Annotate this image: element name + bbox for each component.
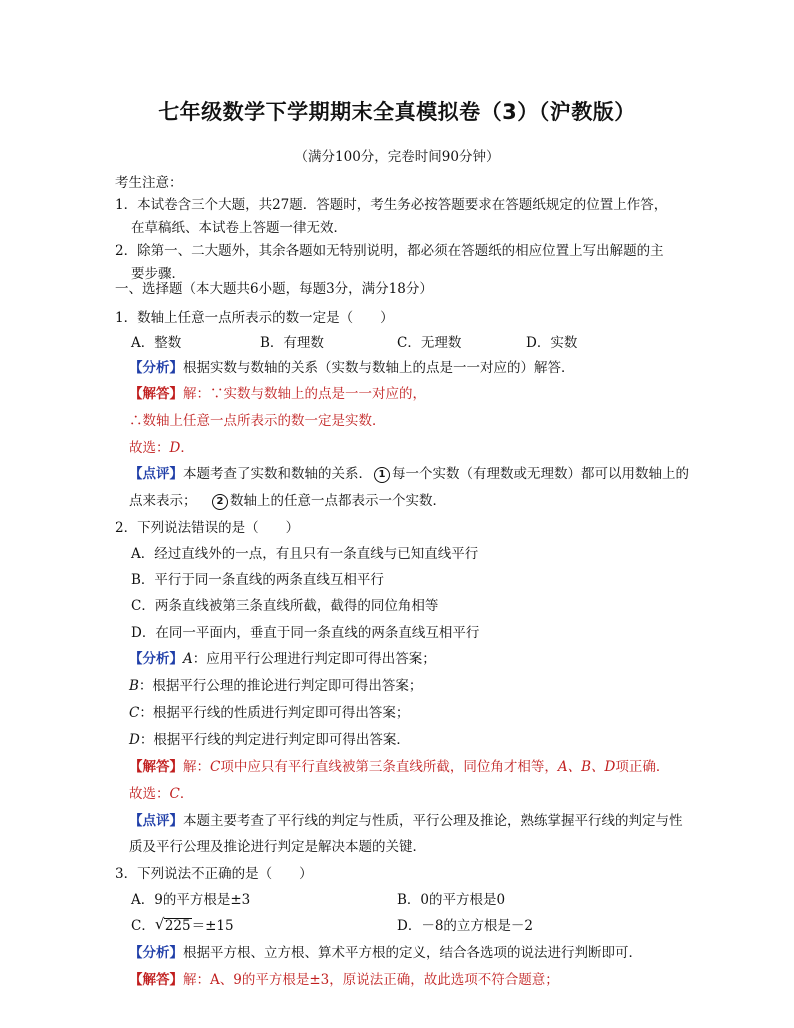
q1-comment-text-1: 本题考查了实数和数轴的关系． <box>183 466 372 482</box>
q3-stem: 3．下列说法不正确的是（ ） <box>115 866 313 882</box>
q1-choice-prefix: 故选： <box>129 440 170 456</box>
q2-analysis-a-text: ：应用平行公理进行判定即可得出答案； <box>192 651 436 667</box>
q2-comment-line-1: 本题主要考查了平行线的判定与性质，平行公理及推论，熟练掌握平行线的判定与性 <box>183 813 683 829</box>
q2-analysis-d <box>129 731 410 749</box>
q2-analysis-c <box>129 704 409 722</box>
solution-tag: 【解答】 <box>129 386 183 402</box>
q1-comment-text-4: 数轴上的任意一点都表示一个实数． <box>230 493 446 509</box>
analysis-tag: 【分析】 <box>129 651 183 667</box>
q2-analysis-d-text: ：根据平行线的判定进行判定即可得出答案． <box>139 732 410 748</box>
q1-option-b: B．有理数 <box>260 335 324 351</box>
q3-option-a: A．9的平方根是±3 <box>131 892 251 908</box>
q2-option-c: C．两条直线被第三条直线所截，截得的同位角相等 <box>131 598 439 614</box>
radical-sign-icon: √ <box>154 915 165 933</box>
q3-solution-text: A、9的平方根是±3，原说法正确，故此选项不符合题意； <box>210 972 559 988</box>
q2-option-a: A．经过直线外的一点，有且只有一条直线与已知直线平行 <box>131 546 479 562</box>
q1-stem: 1．数轴上任意一点所表示的数一定是（ ） <box>115 310 394 326</box>
q1-analysis-text: 根据实数与数轴的关系（实数与数轴上的点是一一对应的）解答． <box>183 360 575 376</box>
q3-analysis <box>129 944 642 962</box>
notice-item-1: 1．本试卷含三个大题，共27题．答题时，考生务必按答题要求在答题纸规定的位置上作答， <box>115 197 668 213</box>
q2-comment <box>129 812 683 830</box>
q2-solution-abd: A、B、D <box>557 759 616 775</box>
circled-number-1: 1 <box>374 467 390 483</box>
comment-tag: 【点评】 <box>129 466 183 482</box>
q3-solution <box>129 971 559 989</box>
q2-analysis-b-text: ：根据平行公理的推论进行判定即可得出答案； <box>138 678 423 694</box>
square-root <box>155 917 192 935</box>
q3-option-c-suffix: ＝±15 <box>191 918 234 934</box>
q1-choice-letter: D <box>169 440 181 456</box>
q2-solution-end: 项正确． <box>615 759 670 775</box>
q3-analysis-text: 根据平方根、立方根、算术平方根的定义，结合各选项的说法进行判断即可． <box>183 945 642 961</box>
q3-option-b: B．0的平方根是0 <box>397 892 506 908</box>
q1-solution-prefix: 解： <box>183 386 210 402</box>
q2-option-b: B．平行于同一条直线的两条直线互相平行 <box>131 572 384 588</box>
q2-choice <box>129 785 193 803</box>
q1-solution-line-2: ∴数轴上任意一点所表示的数一定是实数． <box>129 413 386 429</box>
section-1-heading: 一、选择题（本大题共6小题，每题3分，满分18分） <box>115 281 433 297</box>
q2-stem: 2．下列说法错误的是（ ） <box>115 520 300 536</box>
q1-solution <box>129 385 426 403</box>
q2-option-d: D．在同一平面内，垂直于同一条直线的两条直线互相平行 <box>131 625 480 641</box>
q1-choice-end: ． <box>180 440 194 456</box>
q2-analysis <box>129 650 436 668</box>
page-subtitle: （满分100分，完卷时间90分钟） <box>294 149 500 165</box>
q1-option-d: D．实数 <box>526 335 578 351</box>
q3-option-c-radicand: 225 <box>164 918 191 934</box>
q1-solution-line-1: ∵实数与数轴上的点是一一对应的， <box>210 386 426 402</box>
q3-option-c-prefix: C． <box>131 918 155 934</box>
q2-choice-letter: C <box>169 786 180 802</box>
q2-solution <box>129 758 669 776</box>
q2-analysis-c-text: ：根据平行线的性质进行判定即可得出答案； <box>139 705 410 721</box>
solution-tag: 【解答】 <box>129 759 183 775</box>
q3-option-d: D．－8的立方根是－2 <box>397 918 534 934</box>
solution-tag: 【解答】 <box>129 972 183 988</box>
page-title: 七年级数学下学期期末全真模拟卷（3）（沪教版） <box>158 100 636 124</box>
q2-choice-prefix: 故选： <box>129 786 170 802</box>
q1-comment-cont <box>129 492 446 510</box>
q2-analysis-a-letter: A <box>183 651 193 667</box>
analysis-tag: 【分析】 <box>129 360 183 376</box>
q1-option-a: A．整数 <box>131 335 182 351</box>
q2-analysis-d-letter: D <box>129 732 140 748</box>
analysis-tag: 【分析】 <box>129 945 183 961</box>
q2-analysis-b <box>129 677 422 695</box>
circled-number-2: 2 <box>212 494 228 510</box>
q2-solution-c: C <box>210 759 221 775</box>
q1-comment <box>129 465 689 483</box>
notice-heading: 考生注意： <box>115 175 183 191</box>
q1-analysis <box>129 359 575 377</box>
comment-tag: 【点评】 <box>129 813 183 829</box>
q2-comment-line-2: 质及平行公理及推论进行判定是解决本题的关键． <box>129 839 426 855</box>
notice-item-2: 2．除第一、二大题外，其余各题如无特别说明，都必须在答题纸的相应位置上写出解题的主 <box>115 243 664 259</box>
notice-item-2-cont: 要步骤． <box>131 266 185 282</box>
q1-comment-text-3: 点来表示； <box>129 493 197 509</box>
q1-comment-text-2: 每一个实数（有理数或无理数）都可以用数轴上的 <box>392 466 689 482</box>
q3-solution-prefix: 解： <box>183 972 210 988</box>
q2-solution-mid: 项中应只有平行直线被第三条直线所截，同位角才相等， <box>220 759 558 775</box>
q2-analysis-b-letter: B <box>129 678 139 694</box>
q2-choice-end: ． <box>179 786 194 802</box>
notice-item-1-cont: 在草稿纸、本试卷上答题一律无效． <box>131 220 347 236</box>
q3-option-c <box>131 917 234 935</box>
q1-option-c: C．无理数 <box>397 335 462 351</box>
q1-choice <box>129 439 194 457</box>
q2-solution-prefix: 解： <box>183 759 210 775</box>
q2-analysis-c-letter: C <box>129 705 140 721</box>
